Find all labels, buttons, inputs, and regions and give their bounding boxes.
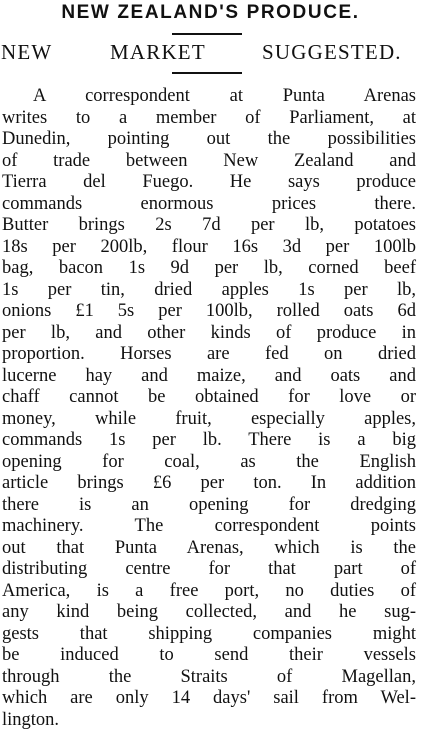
article-line: distributing centre for that part of [2, 559, 416, 579]
headline: NEW ZEALAND'S PRODUCE. [61, 2, 360, 23]
article-line: lington. [2, 709, 60, 730]
article-line: through the Straits of Magellan, [2, 666, 416, 687]
article-line: be induced to send their vessels [2, 645, 416, 665]
article-line: which are only 14 days' sail from Wel- [2, 688, 416, 708]
headline-divider [172, 33, 242, 35]
article-line: bag, bacon 1s 9d per lb, corned beef [2, 258, 416, 278]
article-line: money, while fruit, especially apples, [2, 408, 416, 429]
subheading-divider [172, 72, 242, 74]
article-line: lucerne hay and maize, and oats and [2, 365, 416, 386]
article-line: of trade between New Zealand and [2, 150, 416, 171]
article-line: 18s per 200lb, flour 16s 3d per 100lb [2, 236, 416, 257]
article-line: Dunedin, pointing out the possibilities [2, 129, 416, 149]
article-line: commands 1s per lb. There is a big [2, 430, 416, 450]
article-line: 1s per tin, dried apples 1s per lb, [2, 279, 416, 300]
subheading-word-market: MARKET [110, 40, 206, 64]
subheading [0, 38, 421, 66]
article-line: out that Punta Arenas, which is the [2, 537, 416, 558]
article-line: there is an opening for dredging [2, 494, 416, 515]
article-line: per lb, and other kinds of produce in [2, 322, 416, 343]
article-line: writes to a member of Parliament, at [2, 107, 416, 128]
article-line: opening for coal, as the English [2, 451, 416, 472]
article-body [2, 86, 416, 731]
article-line: onions £1 5s per 100lb, rolled oats 6d [2, 301, 416, 321]
subheading-word-new: NEW [1, 40, 53, 64]
article-line: A correspondent at Punta Arenas [33, 86, 416, 106]
article-line: article brings £6 per ton. In addition [2, 473, 416, 493]
article-line: any kind being collected, and he sug- [2, 602, 416, 622]
article-line: chaff cannot be obtained for love or [2, 387, 416, 407]
subheading-word-suggested: SUGGESTED. [262, 40, 402, 64]
article-line: Butter brings 2s 7d per lb, potatoes [2, 215, 416, 235]
article-line: machinery. The correspondent points [2, 516, 416, 536]
article-line: Tierra del Fuego. He says produce [2, 172, 416, 192]
article-line: commands enormous prices there. [2, 193, 416, 214]
article-line: America, is a free port, no duties of [2, 580, 416, 601]
article-line: proportion. Horses are fed on dried [2, 344, 416, 364]
article-line: gests that shipping companies might [2, 623, 416, 644]
